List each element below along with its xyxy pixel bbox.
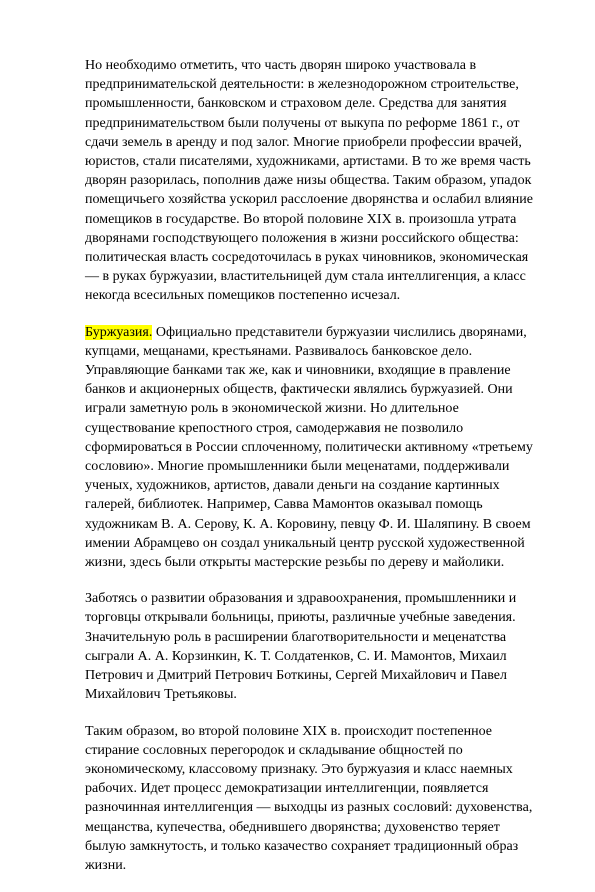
paragraph-philanthropy bbox=[85, 589, 540, 704]
paragraph-text: Официально представители буржуазии числились дворянами, купцами, мещанами, крестьянами. Развивалось банковское дело. Управляющие банками так же, как и чиновники, входящие в правление банков и акционерных обществ, фактически являлись буржуазией. Они играли заметную роль в экономической жизни. Но длительное существование крепостного строя, самодержавия не позволило сформироваться в России сплоченному, политически активному «третьему сословию». Многие промышленники были меценатами, поддерживали ученых, художников, артистов, давали деньги на создание картинных галерей, библиотек. Например, Савва Мамонтов оказывал помощь художникам В. А. Серову, К. А. Коровину, певцу Ф. И. Шаляпину. В своем имении Абрамцево он создал уникальный центр русской художественной жизни, здесь были открыты мастерские резьбы по дереву и майолики. bbox=[85, 324, 533, 571]
highlighted-heading: Буржуазия. bbox=[85, 324, 153, 340]
document-page bbox=[85, 56, 540, 892]
paragraph-nobility bbox=[85, 56, 540, 306]
paragraph-text: Но необходимо отметить, что часть дворян широко участвовала в предпринимательской деятельности: в железнодорожном строительстве, промышленности, банковском и страховом деле. Средства для занятия предпринимательством были получены от выкупа по реформе 1861 г., от сдачи земель в аренду и под залог. Многие приобрели профессии врачей, юристов, стали писателями, художниками, артистами. В то же время часть дворян разорилась, пополнив даже низы общества. Таким образом, упадок помещичьего хозяйства ускорил расслоение дворянства и ослабил влияние помещиков в государстве. Во второй половине XIX в. произошла утрата дворянами господствующего положения в жизни российского общества: политическая власть сосредоточилась в руках чиновников, экономическая — в руках буржуазии, властительницей дум стала интеллигенция, а класс некогда всесильных помещиков постепенно исчезал. bbox=[85, 58, 533, 304]
paragraph-conclusion bbox=[85, 722, 540, 876]
paragraph-text: Таким образом, во второй половине XIX в. происходит постепенное стирание сословных перегородок и складывание общностей по экономическому, классовому признаку. Это буржуазия и класс наемных рабочих. Идет процесс демократизации интеллигенции, появляется разночинная интеллигенция — выходцы из разных сословий: духовенства, мещанства, купечества, обеднившего дворянства; духовенство теряет былую замкнутость, и только казачество сохраняет традиционный образ жизни. bbox=[85, 723, 533, 873]
paragraph-text: Заботясь о развитии образования и здравоохранения, промышленники и торговцы открывали больницы, приюты, различные учебные заведения. Значительную роль в расширении благотворительности и меценатства сыграли А. А. Корзинкин, К. Т. Солдатенков, С. И. Мамонтов, Михаил Петрович и Дмитрий Петрович Боткины, Сергей Михайлович и Павел Михайлович Третьяковы. bbox=[85, 591, 517, 703]
paragraph-bourgeoisie bbox=[85, 323, 540, 573]
